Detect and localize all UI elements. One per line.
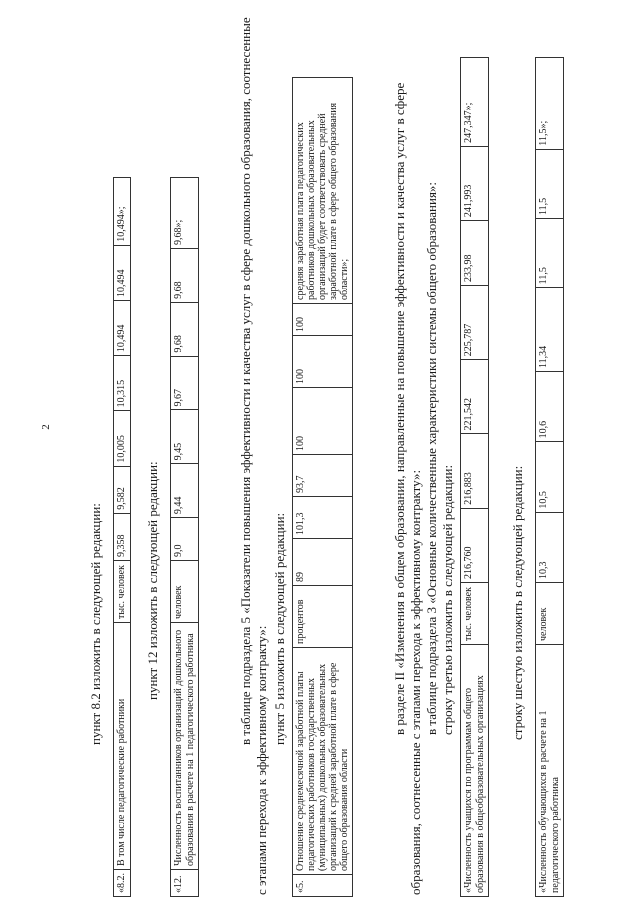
cell-value: 10,6 xyxy=(536,371,564,441)
cell-value: 9,68 xyxy=(171,302,199,356)
cell-value: 247,347»; xyxy=(461,58,489,147)
cell-value: 100 xyxy=(293,388,353,455)
cell-label: «Численность обучающихся в расчете на 1 педагогического работника xyxy=(536,645,564,897)
cell-value: 216,760 xyxy=(461,508,489,582)
cell-label: Отношение среднемесячной заработной платы педагогических работников государственных (муниципальных) дошкольных образовательных организаций к средней заработной плате в сфере общего образования области xyxy=(293,648,353,875)
cell-value: 10,494»; xyxy=(114,178,131,246)
cell-value: 9,582 xyxy=(114,466,131,513)
p12-intro: пункт 12 изложить в следующей редакции: xyxy=(145,461,160,700)
cell-label: «Численность учащихся по программам общего образования в общеобразовательных организациях xyxy=(461,645,489,897)
cell-value: 9,44 xyxy=(171,464,199,518)
cell-value: 10,5 xyxy=(536,442,564,512)
cell-unit: тыс. человек xyxy=(114,561,131,623)
table5-intro: в таблице подраздела 5 «Показатели повышения эффективности и качества услуг в сфере дошкольного образования, соотнесенные с этапами перехода к эффективному контракту»: xyxy=(238,17,269,895)
table-row xyxy=(461,58,489,897)
cell-unit: человек xyxy=(171,561,199,623)
cell-value: 9,0 xyxy=(171,518,199,561)
row6-intro: строку шестую изложить в следующей редакции: xyxy=(510,465,525,740)
p82-table xyxy=(113,177,131,897)
cell-value: 10,494 xyxy=(114,300,131,355)
cell-num: «12. xyxy=(171,870,199,897)
cell-value: 9,45 xyxy=(171,410,199,464)
cell-num: «5. xyxy=(293,875,353,897)
p82-intro: пункт 8.2 изложить в следующей редакции: xyxy=(88,503,103,745)
table5-intro2: пункт 5 изложить в следующей редакции: xyxy=(272,512,287,745)
cell-value: 221,542 xyxy=(461,360,489,434)
section2-para2: в таблице подраздела 3 «Основные количественные характеристики системы общего образования»: xyxy=(424,181,439,735)
cell-value: 10,005 xyxy=(114,411,131,466)
cell-value: 101,3 xyxy=(293,497,353,539)
cell-num: «8.2. xyxy=(114,870,131,897)
cell-unit: тыс. человек xyxy=(461,583,489,645)
cell-label: Численность воспитанников организаций дошкольного образования в расчете на 1 педагогического работника xyxy=(171,623,199,870)
row6-table xyxy=(535,57,564,897)
cell-label: В том числе педагогические работники xyxy=(114,623,131,870)
row3-intro: строку третью изложить в следующей редакции: xyxy=(440,464,455,735)
row3-table xyxy=(460,57,489,897)
cell-unit: человек xyxy=(536,583,564,645)
p12-table xyxy=(170,177,199,897)
cell-value: 9,358 xyxy=(114,513,131,560)
table-row xyxy=(293,78,353,897)
cell-note: средняя заработная плата педагогических работников дошкольных образовательных организаций будет соответствовать средней заработной плате в сфере общего образования области»; xyxy=(293,78,353,304)
table-row xyxy=(536,58,564,897)
cell-value: 100 xyxy=(293,336,353,388)
cell-value: 9,67 xyxy=(171,356,199,410)
cell-value: 11,34 xyxy=(536,288,564,372)
section2-para: в разделе II «Изменения в общем образовании, направленные на повышение эффективности и качества услуг в сфере образования, соотнесенные с этапами перехода к эффективному контракту»: xyxy=(392,82,423,895)
table5-table xyxy=(292,77,353,897)
cell-value: 216,883 xyxy=(461,434,489,508)
table-row xyxy=(171,178,199,897)
cell-value: 241,993 xyxy=(461,146,489,220)
cell-value: 10,3 xyxy=(536,512,564,582)
cell-value: 89 xyxy=(293,539,353,586)
cell-value: 100 xyxy=(293,304,353,336)
cell-value: 11,5 xyxy=(536,149,564,218)
cell-value: 9,68 xyxy=(171,249,199,303)
cell-value: 93,7 xyxy=(293,455,353,497)
cell-value: 10,494 xyxy=(114,245,131,300)
table-row xyxy=(114,178,131,897)
page-number: 2 xyxy=(39,424,52,430)
cell-unit: процентов xyxy=(293,586,353,648)
cell-value: 10,315 xyxy=(114,356,131,411)
cell-value: 233,98 xyxy=(461,221,489,286)
cell-value: 11,5»; xyxy=(536,58,564,150)
cell-value: 225,787 xyxy=(461,286,489,360)
cell-value: 11,5 xyxy=(536,219,564,288)
cell-value: 9,68»; xyxy=(171,178,199,249)
